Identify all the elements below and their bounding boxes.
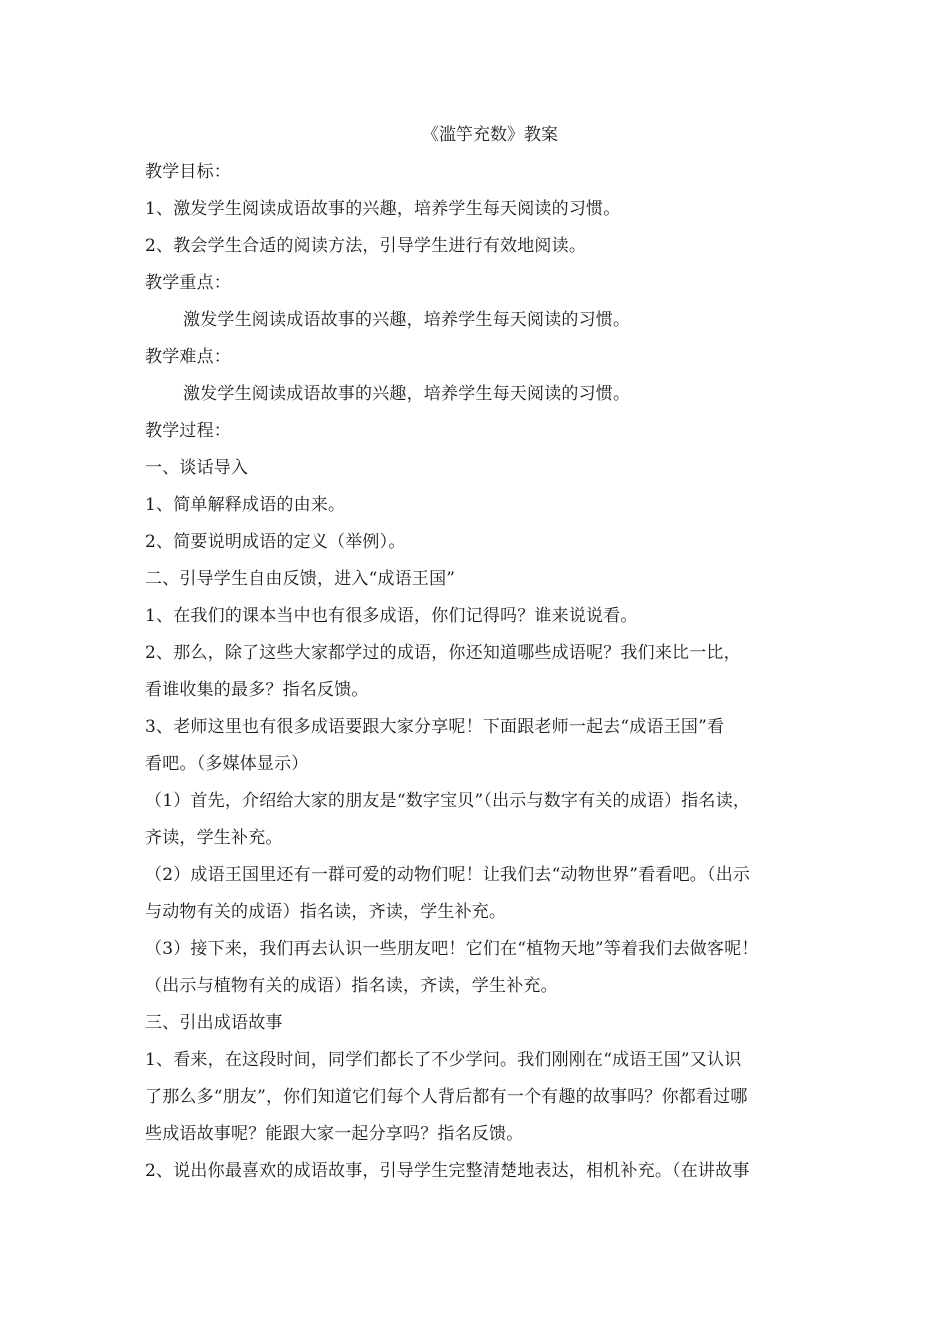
sub-item-line: 与动物有关的成语）指名读，齐读，学生补充。 (145, 902, 507, 922)
key-points-heading: 教学重点： (145, 273, 231, 293)
difficulties-heading: 教学难点： (145, 347, 231, 367)
sub-item-line: 齐读，学生补充。 (145, 828, 283, 848)
list-item: 1、在我们的课本当中也有很多成语，你们记得吗？谁来说说看。 (145, 606, 638, 626)
list-item-line: 了那么多“朋友”，你们知道它们每个人背后都有一个有趣的故事吗？你都看过哪 (145, 1087, 748, 1107)
document-body (145, 117, 815, 1190)
list-item-line: 1、看来，在这段时间，同学们都长了不少学问。我们刚刚在“成语王国”又认识 (145, 1050, 742, 1070)
sub-item-line: （出示与植物有关的成语）指名读，齐读，学生补充。 (145, 976, 558, 996)
list-item-line: 3、老师这里也有很多成语要跟大家分享呢！下面跟老师一起去“成语王国”看 (145, 717, 725, 737)
list-item: 1、简单解释成语的由来。 (145, 495, 346, 515)
document-title: 《滥竽充数》教案 (422, 125, 558, 145)
list-item-line: 看谁收集的最多？指名反馈。 (145, 680, 369, 700)
section-heading: 三、引出成语故事 (145, 1013, 283, 1033)
list-item-line: 2、那么，除了这些大家都学过的成语，你还知道哪些成语呢？我们来比一比， (145, 643, 741, 663)
list-item-line: 看吧。（多媒体显示） (145, 754, 309, 774)
list-item-line: 些成语故事呢？能跟大家一起分享吗？指名反馈。 (145, 1124, 524, 1144)
sub-item-line: （3）接下来，我们再去认识一些朋友吧！它们在“植物天地”等着我们去做客呢！ (145, 939, 759, 959)
list-item: 2、简要说明成语的定义（举例）。 (145, 532, 406, 552)
section-heading: 一、谈话导入 (145, 458, 249, 478)
sub-item-line: （2）成语王国里还有一群可爱的动物们呢！让我们去“动物世界”看看吧。（出示 (145, 865, 751, 885)
sub-item-line: （1）首先，介绍给大家的朋友是“数字宝贝”（出示与数字有关的成语）指名读， (145, 791, 751, 811)
difficulties-text: 激发学生阅读成语故事的兴趣，培养学生每天阅读的习惯。 (183, 384, 631, 404)
process-heading: 教学过程： (145, 421, 231, 441)
section-heading: 二、引导学生自由反馈，进入“成语王国” (145, 569, 456, 589)
key-points-text: 激发学生阅读成语故事的兴趣，培养学生每天阅读的习惯。 (183, 310, 631, 330)
list-item-line: 2、说出你最喜欢的成语故事，引导学生完整清楚地表达，相机补充。（在讲故事 (145, 1161, 750, 1181)
objective-item: 1、激发学生阅读成语故事的兴趣，培养学生每天阅读的习惯。 (145, 199, 621, 219)
objective-item: 2、教会学生合适的阅读方法，引导学生进行有效地阅读。 (145, 236, 587, 256)
objectives-heading: 教学目标： (145, 162, 231, 182)
